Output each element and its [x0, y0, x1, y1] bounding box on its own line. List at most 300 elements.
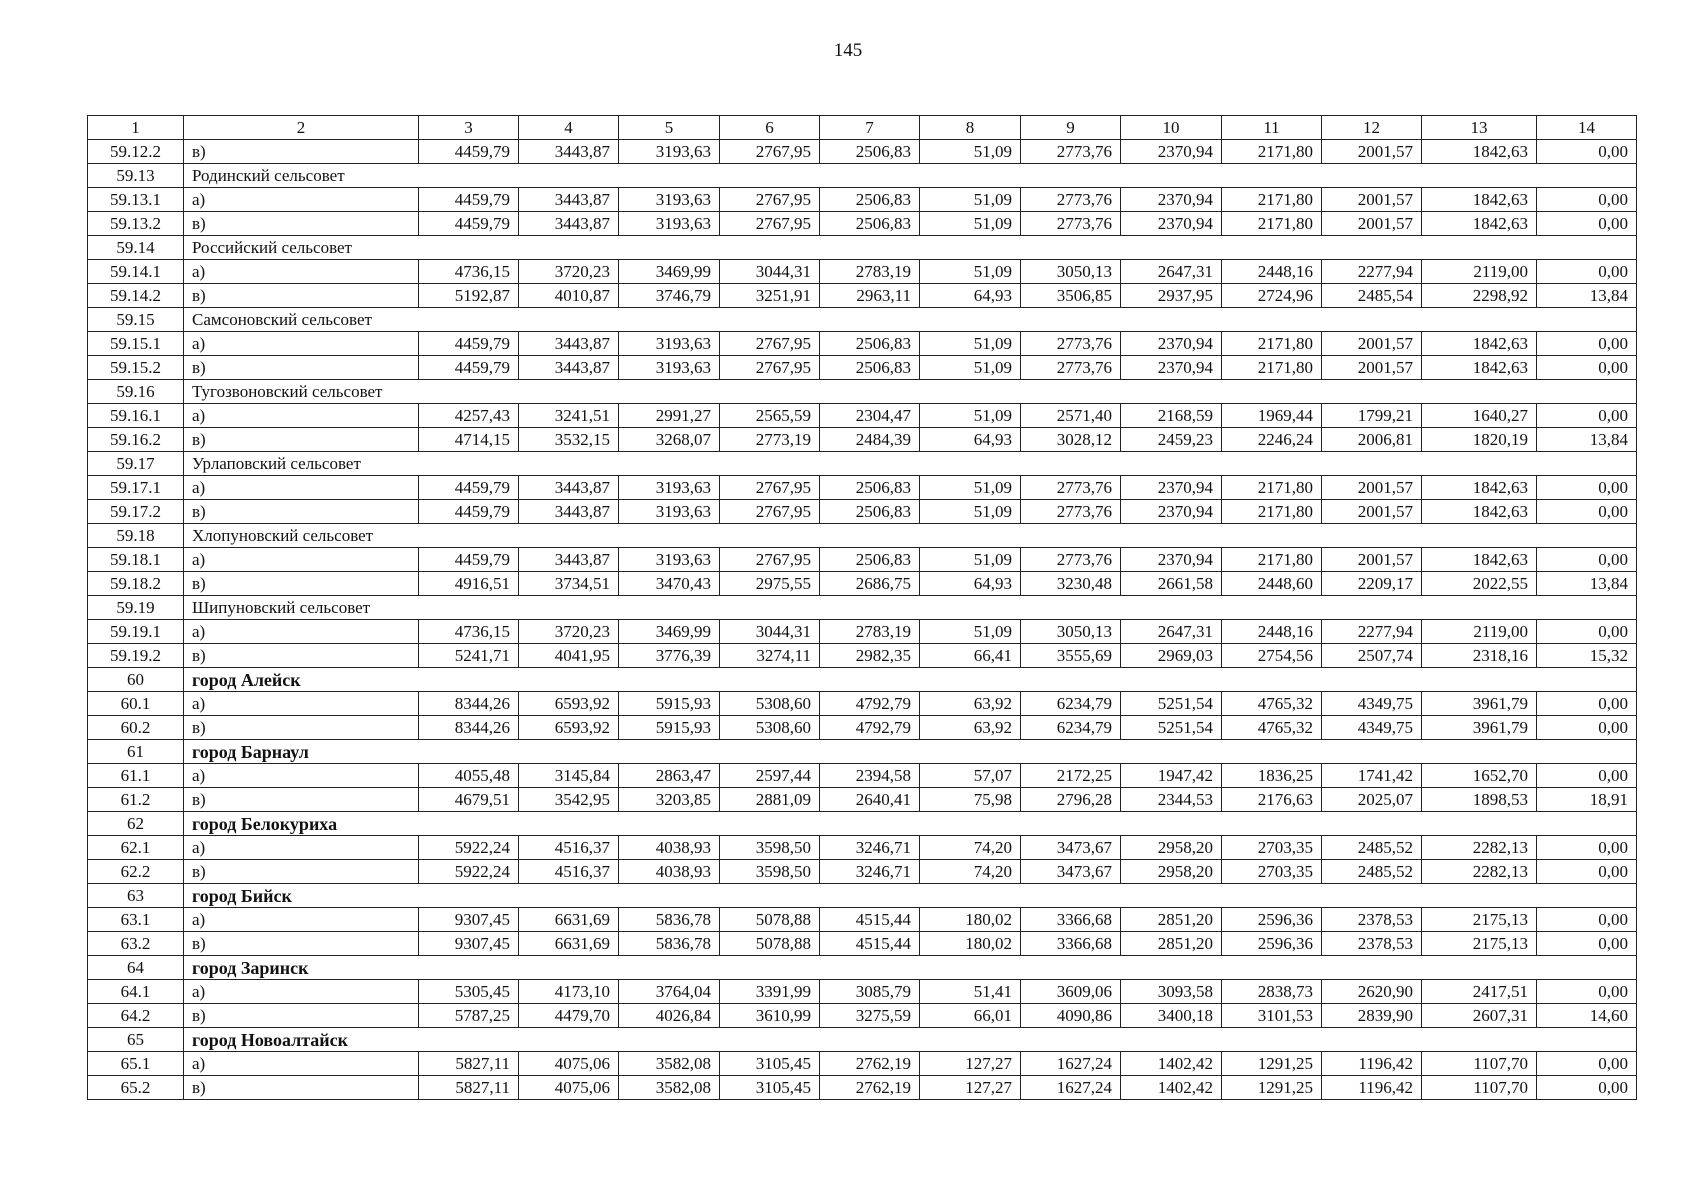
value-cell: 3609,06	[1021, 980, 1121, 1004]
value-cell: 3193,63	[619, 500, 720, 524]
row-code: 63.2	[88, 932, 184, 956]
value-cell: 3251,91	[720, 284, 820, 308]
value-cell: 3274,11	[720, 644, 820, 668]
value-cell: 2001,57	[1322, 500, 1422, 524]
value-cell: 127,27	[920, 1076, 1021, 1100]
row-code: 59.13.2	[88, 212, 184, 236]
row-code: 62.1	[88, 836, 184, 860]
value-cell: 51,09	[920, 620, 1021, 644]
section-name: Шипуновский сельсовет	[184, 596, 1637, 620]
value-cell: 4349,75	[1322, 692, 1422, 716]
column-number: 13	[1422, 116, 1537, 140]
value-cell: 2171,80	[1222, 476, 1322, 500]
value-cell: 1842,63	[1422, 140, 1537, 164]
value-cell: 0,00	[1537, 620, 1637, 644]
value-cell: 2767,95	[720, 188, 820, 212]
row-code: 59.16.2	[88, 428, 184, 452]
value-cell: 2417,51	[1422, 980, 1537, 1004]
row-code: 61.2	[88, 788, 184, 812]
value-cell: 2370,94	[1121, 548, 1222, 572]
value-cell: 66,01	[920, 1004, 1021, 1028]
value-cell: 3555,69	[1021, 644, 1121, 668]
table-body	[88, 116, 1637, 1100]
value-cell: 2773,76	[1021, 356, 1121, 380]
column-number: 11	[1222, 116, 1322, 140]
value-cell: 2370,94	[1121, 356, 1222, 380]
value-cell: 4515,44	[820, 908, 920, 932]
value-cell: 2982,35	[820, 644, 920, 668]
value-cell: 2282,13	[1422, 860, 1537, 884]
value-cell: 3391,99	[720, 980, 820, 1004]
row-label: а)	[184, 764, 419, 788]
value-cell: 2448,16	[1222, 620, 1322, 644]
value-cell: 2370,94	[1121, 476, 1222, 500]
value-cell: 3366,68	[1021, 908, 1121, 932]
value-cell: 0,00	[1537, 140, 1637, 164]
value-cell: 5251,54	[1121, 692, 1222, 716]
section-code: 60	[88, 668, 184, 692]
value-cell: 1969,44	[1222, 404, 1322, 428]
table-row	[88, 788, 1637, 812]
value-cell: 1402,42	[1121, 1076, 1222, 1100]
section-row	[88, 884, 1637, 908]
row-code: 59.18.2	[88, 572, 184, 596]
value-cell: 3443,87	[519, 356, 619, 380]
row-label: а)	[184, 908, 419, 932]
value-cell: 2640,41	[820, 788, 920, 812]
section-code: 59.18	[88, 524, 184, 548]
value-cell: 2773,19	[720, 428, 820, 452]
value-cell: 1196,42	[1322, 1052, 1422, 1076]
row-code: 59.13.1	[88, 188, 184, 212]
value-cell: 6631,69	[519, 932, 619, 956]
column-number: 14	[1537, 116, 1637, 140]
value-cell: 4916,51	[419, 572, 519, 596]
value-cell: 1291,25	[1222, 1076, 1322, 1100]
row-code: 64.1	[88, 980, 184, 1004]
value-cell: 3542,95	[519, 788, 619, 812]
value-cell: 4090,86	[1021, 1004, 1121, 1028]
value-cell: 2506,83	[820, 332, 920, 356]
value-cell: 2001,57	[1322, 476, 1422, 500]
value-cell: 2767,95	[720, 548, 820, 572]
value-cell: 4257,43	[419, 404, 519, 428]
value-cell: 2773,76	[1021, 548, 1121, 572]
section-name: Хлопуновский сельсовет	[184, 524, 1637, 548]
value-cell: 3746,79	[619, 284, 720, 308]
section-code: 64	[88, 956, 184, 980]
value-cell: 9307,45	[419, 908, 519, 932]
section-row	[88, 452, 1637, 476]
value-cell: 2661,58	[1121, 572, 1222, 596]
page-number: 145	[833, 40, 863, 61]
value-cell: 0,00	[1537, 356, 1637, 380]
value-cell: 3443,87	[519, 212, 619, 236]
value-cell: 3105,45	[720, 1052, 820, 1076]
value-cell: 64,93	[920, 572, 1021, 596]
column-number: 7	[820, 116, 920, 140]
value-cell: 4459,79	[419, 548, 519, 572]
value-cell: 4459,79	[419, 188, 519, 212]
value-cell: 3268,07	[619, 428, 720, 452]
value-cell: 2647,31	[1121, 260, 1222, 284]
value-cell: 66,41	[920, 644, 1021, 668]
table-row	[88, 692, 1637, 716]
value-cell: 3400,18	[1121, 1004, 1222, 1028]
value-cell: 4714,15	[419, 428, 519, 452]
column-number: 10	[1121, 116, 1222, 140]
value-cell: 51,09	[920, 140, 1021, 164]
value-cell: 4459,79	[419, 356, 519, 380]
row-code: 59.14.2	[88, 284, 184, 308]
value-cell: 3203,85	[619, 788, 720, 812]
value-cell: 6234,79	[1021, 692, 1121, 716]
tariff-table	[87, 115, 1637, 1100]
value-cell: 180,02	[920, 908, 1021, 932]
value-cell: 2963,11	[820, 284, 920, 308]
value-cell: 2767,95	[720, 140, 820, 164]
value-cell: 3275,59	[820, 1004, 920, 1028]
value-cell: 13,84	[1537, 284, 1637, 308]
value-cell: 51,09	[920, 356, 1021, 380]
row-code: 59.15.1	[88, 332, 184, 356]
value-cell: 2773,76	[1021, 140, 1121, 164]
value-cell: 3105,45	[720, 1076, 820, 1100]
column-number: 12	[1322, 116, 1422, 140]
value-cell: 3764,04	[619, 980, 720, 1004]
value-cell: 5836,78	[619, 908, 720, 932]
value-cell: 57,07	[920, 764, 1021, 788]
table-row	[88, 1052, 1637, 1076]
row-code: 60.2	[88, 716, 184, 740]
row-label: в)	[184, 1004, 419, 1028]
value-cell: 3961,79	[1422, 692, 1537, 716]
value-cell: 4038,93	[619, 836, 720, 860]
value-cell: 2762,19	[820, 1052, 920, 1076]
value-cell: 8344,26	[419, 716, 519, 740]
value-cell: 1947,42	[1121, 764, 1222, 788]
column-number: 9	[1021, 116, 1121, 140]
value-cell: 6631,69	[519, 908, 619, 932]
value-cell: 127,27	[920, 1052, 1021, 1076]
value-cell: 2172,25	[1021, 764, 1121, 788]
value-cell: 3776,39	[619, 644, 720, 668]
row-label: а)	[184, 980, 419, 1004]
row-code: 59.12.2	[88, 140, 184, 164]
value-cell: 5078,88	[720, 908, 820, 932]
row-label: в)	[184, 284, 419, 308]
value-cell: 1842,63	[1422, 188, 1537, 212]
value-cell: 2937,95	[1121, 284, 1222, 308]
value-cell: 2006,81	[1322, 428, 1422, 452]
value-cell: 3093,58	[1121, 980, 1222, 1004]
value-cell: 2370,94	[1121, 140, 1222, 164]
value-cell: 2506,83	[820, 548, 920, 572]
value-cell: 2607,31	[1422, 1004, 1537, 1028]
value-cell: 2378,53	[1322, 908, 1422, 932]
value-cell: 0,00	[1537, 500, 1637, 524]
value-cell: 3443,87	[519, 500, 619, 524]
row-label: а)	[184, 332, 419, 356]
value-cell: 3050,13	[1021, 620, 1121, 644]
value-cell: 5078,88	[720, 932, 820, 956]
value-cell: 3470,43	[619, 572, 720, 596]
value-cell: 2596,36	[1222, 932, 1322, 956]
value-cell: 3246,71	[820, 836, 920, 860]
row-label: а)	[184, 188, 419, 212]
value-cell: 2647,31	[1121, 620, 1222, 644]
value-cell: 2370,94	[1121, 212, 1222, 236]
value-cell: 2773,76	[1021, 188, 1121, 212]
row-label: в)	[184, 860, 419, 884]
value-cell: 3598,50	[720, 860, 820, 884]
value-cell: 3469,99	[619, 620, 720, 644]
value-cell: 2783,19	[820, 260, 920, 284]
row-label: в)	[184, 428, 419, 452]
value-cell: 2506,83	[820, 500, 920, 524]
value-cell: 2767,95	[720, 356, 820, 380]
value-cell: 2459,23	[1121, 428, 1222, 452]
value-cell: 1640,27	[1422, 404, 1537, 428]
value-cell: 3085,79	[820, 980, 920, 1004]
value-cell: 3582,08	[619, 1076, 720, 1100]
value-cell: 2246,24	[1222, 428, 1322, 452]
value-cell: 4026,84	[619, 1004, 720, 1028]
value-cell: 2282,13	[1422, 836, 1537, 860]
section-name: Российский сельсовет	[184, 236, 1637, 260]
section-code: 61	[88, 740, 184, 764]
table-row	[88, 140, 1637, 164]
value-cell: 0,00	[1537, 404, 1637, 428]
value-cell: 3145,84	[519, 764, 619, 788]
value-cell: 0,00	[1537, 332, 1637, 356]
table-row	[88, 932, 1637, 956]
value-cell: 3246,71	[820, 860, 920, 884]
table-row	[88, 908, 1637, 932]
value-cell: 3532,15	[519, 428, 619, 452]
value-cell: 4736,15	[419, 260, 519, 284]
value-cell: 2851,20	[1121, 932, 1222, 956]
value-cell: 5305,45	[419, 980, 519, 1004]
table-row	[88, 548, 1637, 572]
value-cell: 3193,63	[619, 548, 720, 572]
value-cell: 51,09	[920, 548, 1021, 572]
value-cell: 3044,31	[720, 260, 820, 284]
table-row	[88, 284, 1637, 308]
value-cell: 4075,06	[519, 1052, 619, 1076]
value-cell: 6593,92	[519, 692, 619, 716]
value-cell: 4055,48	[419, 764, 519, 788]
section-name: город Бийск	[184, 884, 1637, 908]
row-label: а)	[184, 404, 419, 428]
value-cell: 4173,10	[519, 980, 619, 1004]
value-cell: 4516,37	[519, 836, 619, 860]
value-cell: 3193,63	[619, 356, 720, 380]
value-cell: 2796,28	[1021, 788, 1121, 812]
value-cell: 0,00	[1537, 1076, 1637, 1100]
value-cell: 2001,57	[1322, 140, 1422, 164]
value-cell: 2773,76	[1021, 500, 1121, 524]
row-code: 59.17.2	[88, 500, 184, 524]
value-cell: 1898,53	[1422, 788, 1537, 812]
value-cell: 2767,95	[720, 476, 820, 500]
value-cell: 1836,25	[1222, 764, 1322, 788]
table-row	[88, 1076, 1637, 1100]
value-cell: 2485,52	[1322, 860, 1422, 884]
value-cell: 1627,24	[1021, 1052, 1121, 1076]
value-cell: 63,92	[920, 716, 1021, 740]
value-cell: 0,00	[1537, 692, 1637, 716]
value-cell: 64,93	[920, 428, 1021, 452]
table-row	[88, 476, 1637, 500]
value-cell: 2839,90	[1322, 1004, 1422, 1028]
column-number: 5	[619, 116, 720, 140]
value-cell: 4010,87	[519, 284, 619, 308]
value-cell: 51,09	[920, 332, 1021, 356]
value-cell: 1842,63	[1422, 548, 1537, 572]
value-cell: 2171,80	[1222, 332, 1322, 356]
value-cell: 2025,07	[1322, 788, 1422, 812]
value-cell: 63,92	[920, 692, 1021, 716]
value-cell: 2506,83	[820, 140, 920, 164]
row-label: а)	[184, 548, 419, 572]
row-label: а)	[184, 620, 419, 644]
value-cell: 2394,58	[820, 764, 920, 788]
section-name: Тугозвоновский сельсовет	[184, 380, 1637, 404]
section-row	[88, 524, 1637, 548]
value-cell: 3506,85	[1021, 284, 1121, 308]
row-label: а)	[184, 476, 419, 500]
value-cell: 0,00	[1537, 476, 1637, 500]
value-cell: 51,09	[920, 404, 1021, 428]
value-cell: 4765,32	[1222, 692, 1322, 716]
value-cell: 2119,00	[1422, 620, 1537, 644]
table-row	[88, 836, 1637, 860]
value-cell: 8344,26	[419, 692, 519, 716]
value-cell: 2171,80	[1222, 548, 1322, 572]
row-label: в)	[184, 932, 419, 956]
value-cell: 2767,95	[720, 212, 820, 236]
section-row	[88, 596, 1637, 620]
value-cell: 3473,67	[1021, 860, 1121, 884]
row-label: а)	[184, 836, 419, 860]
value-cell: 4792,79	[820, 692, 920, 716]
value-cell: 3720,23	[519, 260, 619, 284]
value-cell: 2958,20	[1121, 860, 1222, 884]
value-cell: 2171,80	[1222, 212, 1322, 236]
column-number: 2	[184, 116, 419, 140]
value-cell: 2863,47	[619, 764, 720, 788]
value-cell: 2175,13	[1422, 908, 1537, 932]
value-cell: 2001,57	[1322, 356, 1422, 380]
section-name: город Новоалтайск	[184, 1028, 1637, 1052]
value-cell: 14,60	[1537, 1004, 1637, 1028]
table-row	[88, 980, 1637, 1004]
value-cell: 1820,19	[1422, 428, 1537, 452]
table-row	[88, 428, 1637, 452]
section-name: Урлаповский сельсовет	[184, 452, 1637, 476]
section-row	[88, 740, 1637, 764]
value-cell: 3044,31	[720, 620, 820, 644]
section-row	[88, 1028, 1637, 1052]
section-row	[88, 308, 1637, 332]
value-cell: 5251,54	[1121, 716, 1222, 740]
value-cell: 0,00	[1537, 980, 1637, 1004]
row-label: в)	[184, 716, 419, 740]
value-cell: 2969,03	[1121, 644, 1222, 668]
table-row	[88, 716, 1637, 740]
value-cell: 1107,70	[1422, 1076, 1537, 1100]
value-cell: 3443,87	[519, 476, 619, 500]
value-cell: 2506,83	[820, 212, 920, 236]
value-cell: 13,84	[1537, 572, 1637, 596]
section-name: Самсоновский сельсовет	[184, 308, 1637, 332]
value-cell: 4679,51	[419, 788, 519, 812]
value-cell: 2277,94	[1322, 620, 1422, 644]
value-cell: 2773,76	[1021, 332, 1121, 356]
value-cell: 2370,94	[1121, 188, 1222, 212]
value-cell: 6234,79	[1021, 716, 1121, 740]
value-cell: 5922,24	[419, 836, 519, 860]
value-cell: 4459,79	[419, 500, 519, 524]
value-cell: 1196,42	[1322, 1076, 1422, 1100]
value-cell: 3610,99	[720, 1004, 820, 1028]
value-cell: 4075,06	[519, 1076, 619, 1100]
value-cell: 1842,63	[1422, 332, 1537, 356]
table-row	[88, 764, 1637, 788]
column-number: 4	[519, 116, 619, 140]
value-cell: 4459,79	[419, 476, 519, 500]
value-cell: 2001,57	[1322, 188, 1422, 212]
table-row	[88, 1004, 1637, 1028]
value-cell: 5787,25	[419, 1004, 519, 1028]
value-cell: 3720,23	[519, 620, 619, 644]
row-code: 59.15.2	[88, 356, 184, 380]
value-cell: 2277,94	[1322, 260, 1422, 284]
table-row	[88, 212, 1637, 236]
value-cell: 51,09	[920, 476, 1021, 500]
value-cell: 5308,60	[720, 692, 820, 716]
section-name: город Заринск	[184, 956, 1637, 980]
value-cell: 2991,27	[619, 404, 720, 428]
value-cell: 2620,90	[1322, 980, 1422, 1004]
value-cell: 3193,63	[619, 140, 720, 164]
value-cell: 0,00	[1537, 716, 1637, 740]
value-cell: 2754,56	[1222, 644, 1322, 668]
value-cell: 4459,79	[419, 140, 519, 164]
value-cell: 1842,63	[1422, 500, 1537, 524]
value-cell: 3473,67	[1021, 836, 1121, 860]
value-cell: 3469,99	[619, 260, 720, 284]
value-cell: 6593,92	[519, 716, 619, 740]
value-cell: 2370,94	[1121, 500, 1222, 524]
value-cell: 13,84	[1537, 428, 1637, 452]
value-cell: 3241,51	[519, 404, 619, 428]
section-code: 62	[88, 812, 184, 836]
section-row	[88, 164, 1637, 188]
table-row	[88, 572, 1637, 596]
value-cell: 2448,60	[1222, 572, 1322, 596]
value-cell: 2596,36	[1222, 908, 1322, 932]
row-label: а)	[184, 1052, 419, 1076]
value-cell: 3193,63	[619, 476, 720, 500]
value-cell: 9307,45	[419, 932, 519, 956]
value-cell: 2209,17	[1322, 572, 1422, 596]
value-cell: 2506,83	[820, 356, 920, 380]
value-cell: 2762,19	[820, 1076, 920, 1100]
value-cell: 1842,63	[1422, 212, 1537, 236]
value-cell: 18,91	[1537, 788, 1637, 812]
